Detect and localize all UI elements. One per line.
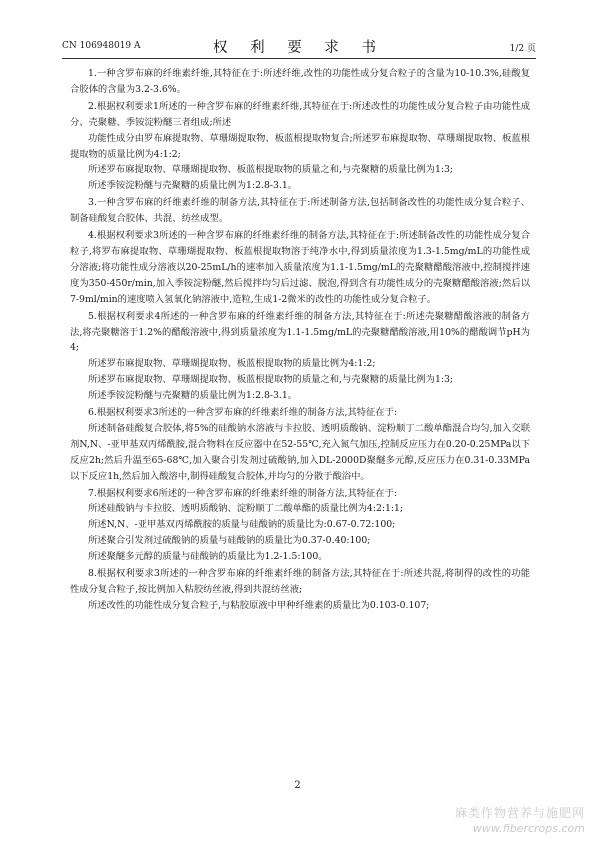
watermark-site-name: 麻类作物营养与施肥网 [454,806,585,820]
claim-paragraph: 所述季铵淀粉醚与壳聚糖的质量比例为1:2.8-3.1。 [88,390,298,402]
claim-paragraph: 所述N,N、-亚甲基双丙烯酰胺的质量与硅酸钠的质量比为:0.67-0.72:100; [88,519,396,531]
claim-paragraph: 7.根据权利要求6所述的一种含罗布麻的纤维素纤维的制备方法,其特征在于: [88,487,398,499]
claims-body [70,66,530,614]
claim-paragraph: 4.根据权利要求3所述的一种含罗布麻的纤维素纤维的制备方法,其特征在于:所述制备改性的功能性成分复合粒子,将罗布麻提取物、草珊瑚提取物、板蓝根提取物溶于纯净水中,得到质量浓度为1.3-1.5mg/mL的功能性成分溶液;将功能性成分溶液以20-25mL/h的速率加入质量浓度为1.1-1.5mg/mL的壳聚糖醋酸溶液中,控制搅拌速度为350-450r/min,加入季铵淀粉醚,然后搅拌均匀后过滤、脱泡,得到含有功能性成分的壳聚糖醋酸溶液;然后以7-9ml/min的速度喷入氢氧化钠溶液中,造粒,生成1-2微米的改性的功能性成分复合粒子。 [70,230,530,305]
document-number: CN 106948019 A [62,41,141,51]
claim-paragraph: 所述聚合引发剂过硫酸钠的质量与硅酸钠的质量比为0.37-0.40:100; [88,535,371,547]
page-header [62,36,536,58]
claim-paragraph: 所述罗布麻提取物、草珊瑚提取物、板蓝根提取物的质量之和,与壳聚糖的质量比例为1:3; [88,374,454,386]
claim-paragraph: 6.根据权利要求3所述的一种含罗布麻的纤维素纤维的制备方法,其特征在于: [88,407,398,419]
page-title: 权 利 要 求 书 [213,40,385,56]
claim-paragraph: 5.根据权利要求4所述的一种含罗布麻的纤维素纤维的制备方法,其特征在于:所述壳聚糖醋酸溶液的制备方法,将壳聚糖溶于1.2%的醋酸溶液中,得到质量浓度为1.1-1.5mg/mL的壳聚糖醋酸溶液,用10%的醋酸调节pH为4; [70,310,530,354]
claim-paragraph: 所述罗布麻提取物、草珊瑚提取物、板蓝根提取物的质量比例为4:1:2; [88,358,376,370]
claim-paragraph: 所述硅酸钠与卡拉胶、透明质酸钠、淀粉顺丁二酸单酯的质量比例为4:2:1:1; [88,503,404,515]
site-watermark [455,806,585,836]
claim-paragraph: 所述罗布麻提取物、草珊瑚提取物、板蓝根提取物的质量之和,与壳聚糖的质量比例为1:3; [88,164,454,176]
page-number: 2 [294,780,301,791]
header-divider [62,58,536,59]
claim-paragraph: 2.根据权利要求1所述的一种含罗布麻的纤维素纤维,其特征在于:所述改性的功能性成分复合粒子由功能性成分、壳聚糖、季铵淀粉醚三者组成;所述 [70,100,530,128]
claim-paragraph: 所述改性的功能性成分复合粒子,与粘胶原液中甲种纤维素的质量比为0.103-0.107; [88,599,430,611]
claim-paragraph: 8.根据权利要求3所述的一种含罗布麻的纤维素纤维的制备方法,其特征在于:所述共混,将制得的改性的功能性成分复合粒子,按比例加入粘胶纺丝液,得到共混纺丝液; [70,568,530,595]
claim-paragraph: 3.一种含罗布麻的纤维素纤维的制备方法,其特征在于:所述制备方法,包括制备改性的功能性成分复合粒子、制备硅酸复合胶体、共混、纺丝成型。 [70,197,530,225]
claim-paragraph: 功能性成分由罗布麻提取物、草珊瑚提取物、板蓝根提取物复合;所述罗布麻提取物、草珊瑚提取物、板蓝根提取物的质量比例为4:1:2; [70,132,530,160]
watermark-url: www.fibercrops.com [472,822,585,835]
page-indicator: 1/2 页 [509,44,536,54]
claim-paragraph: 所述制备硅酸复合胶体,将5%的硅酸钠水溶液与卡拉胶、透明质酸钠、淀粉顺丁二酸单酯混合均匀,加入交联剂N,N、-亚甲基双丙烯酰胺,混合物料在反应器中在52-55℃,充入氮气加压,控制反应压力在0.20-0.25MPa以下反应2h;然后升温至65-68℃,加入聚合引发剂过硫酸钠,加入DL-2000D聚醚多元醇,反应压力在0.31-0.33MPa以下反应1h,然后加入酸溶中,制得硅酸复合胶体,并均匀的分散于酸浴中。 [70,422,530,482]
claim-paragraph: 所述聚醚多元醇的质量与硅酸钠的质量比为1.2-1.5:100。 [88,551,328,563]
claim-paragraph: 1.一种含罗布麻的纤维素纤维,其特征在于:所述纤维,改性的功能性成分复合粒子的含量为10-10.3%,硅酸复合胶体的含量为3.2-3.6%。 [70,68,530,95]
claim-paragraph: 所述季铵淀粉醚与壳聚糖的质量比例为1:2.8-3.1。 [88,180,298,192]
